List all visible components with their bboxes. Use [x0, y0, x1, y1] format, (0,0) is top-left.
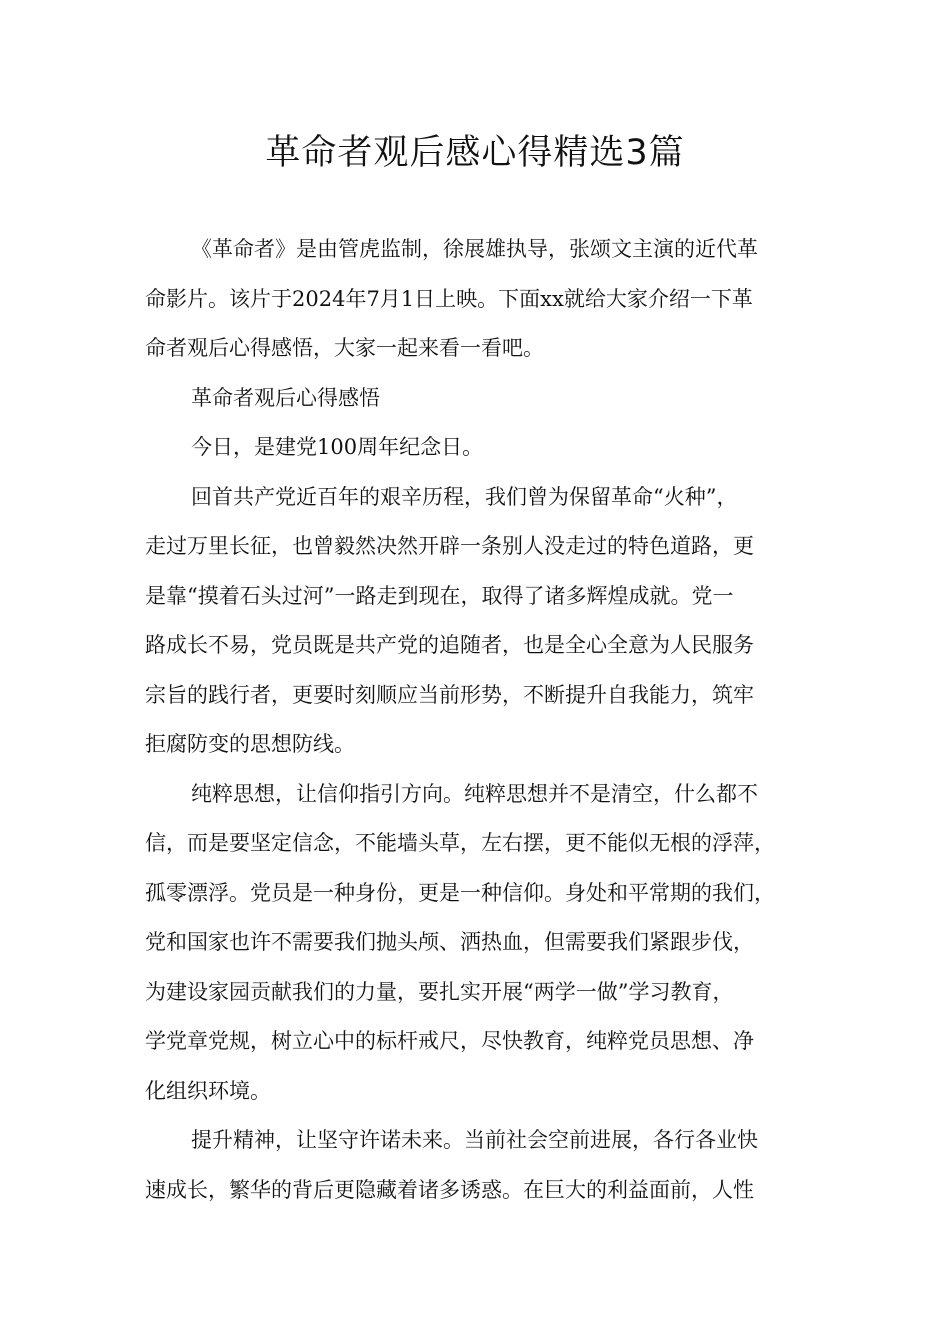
paragraph-line: 宗旨的践行者，更要时刻顺应当前形势，不断提升自我能力，筑牢: [145, 682, 754, 707]
document-title: 革命者观后感心得精选3篇: [265, 133, 685, 173]
paragraph-line: 纯粹思想，让信仰指引方向。纯粹思想并不是清空，什么都不: [191, 781, 758, 806]
paragraph-line: 提升精神，让坚守许诺未来。当前社会空前进展，各行各业快: [191, 1128, 758, 1152]
section-heading: 革命者观后心得感悟: [191, 385, 380, 410]
paragraph-line: 走过万里长征，也曾毅然决然开辟一条别人没走过的特色道路，更: [145, 534, 754, 558]
paragraph-line: 拒腐防变的思想防线。: [145, 732, 355, 756]
paragraph-line: 命者观后心得感悟，大家一起来看一看吧。: [145, 336, 544, 360]
paragraph-line: 回首共产党近百年的艰辛历程，我们曾为保留革命“火种”，: [191, 484, 738, 509]
paragraph-line: 学党章党规，树立心中的标杆戒尺，尽快教育，纯粹党员思想、净: [145, 1029, 754, 1053]
paragraph-line: 是靠“摸着石头过河”一路走到现在，取得了诸多辉煌成就。党一: [145, 583, 734, 608]
paragraph-line: 今日，是建党100周年纪念日。: [191, 435, 484, 459]
paragraph-line: 化组织环境。: [145, 1078, 271, 1103]
paragraph-line: 《革命者》是由管虎监制，徐展雄执导，张颂文主演的近代革: [191, 237, 758, 261]
paragraph-line: 为建设家园贡献我们的力量，要扎实开展“两学一做”学习教育，: [145, 979, 734, 1004]
paragraph-line: 党和国家也许不需要我们抛头颅、洒热血，但需要我们紧跟步伐，: [145, 930, 754, 954]
paragraph-line: 命影片。该片于2024年7月1日上映。下面xx就给大家介绍一下革: [145, 286, 753, 311]
document-body: [145, 225, 805, 1215]
paragraph-line: 路成长不易，党员既是共产党的追随者，也是全心全意为人民服务: [145, 633, 754, 657]
paragraph-line: 信，而是要坚定信念，不能墙头草，左右摆，更不能似无根的浮萍，: [145, 831, 775, 855]
paragraph-line: 速成长，繁华的背后更隐藏着诸多诱惑。在巨大的利益面前，人性: [145, 1177, 754, 1202]
paragraph-line: 孤零漂浮。党员是一种身份，更是一种信仰。身处和平常期的我们，: [145, 880, 775, 905]
